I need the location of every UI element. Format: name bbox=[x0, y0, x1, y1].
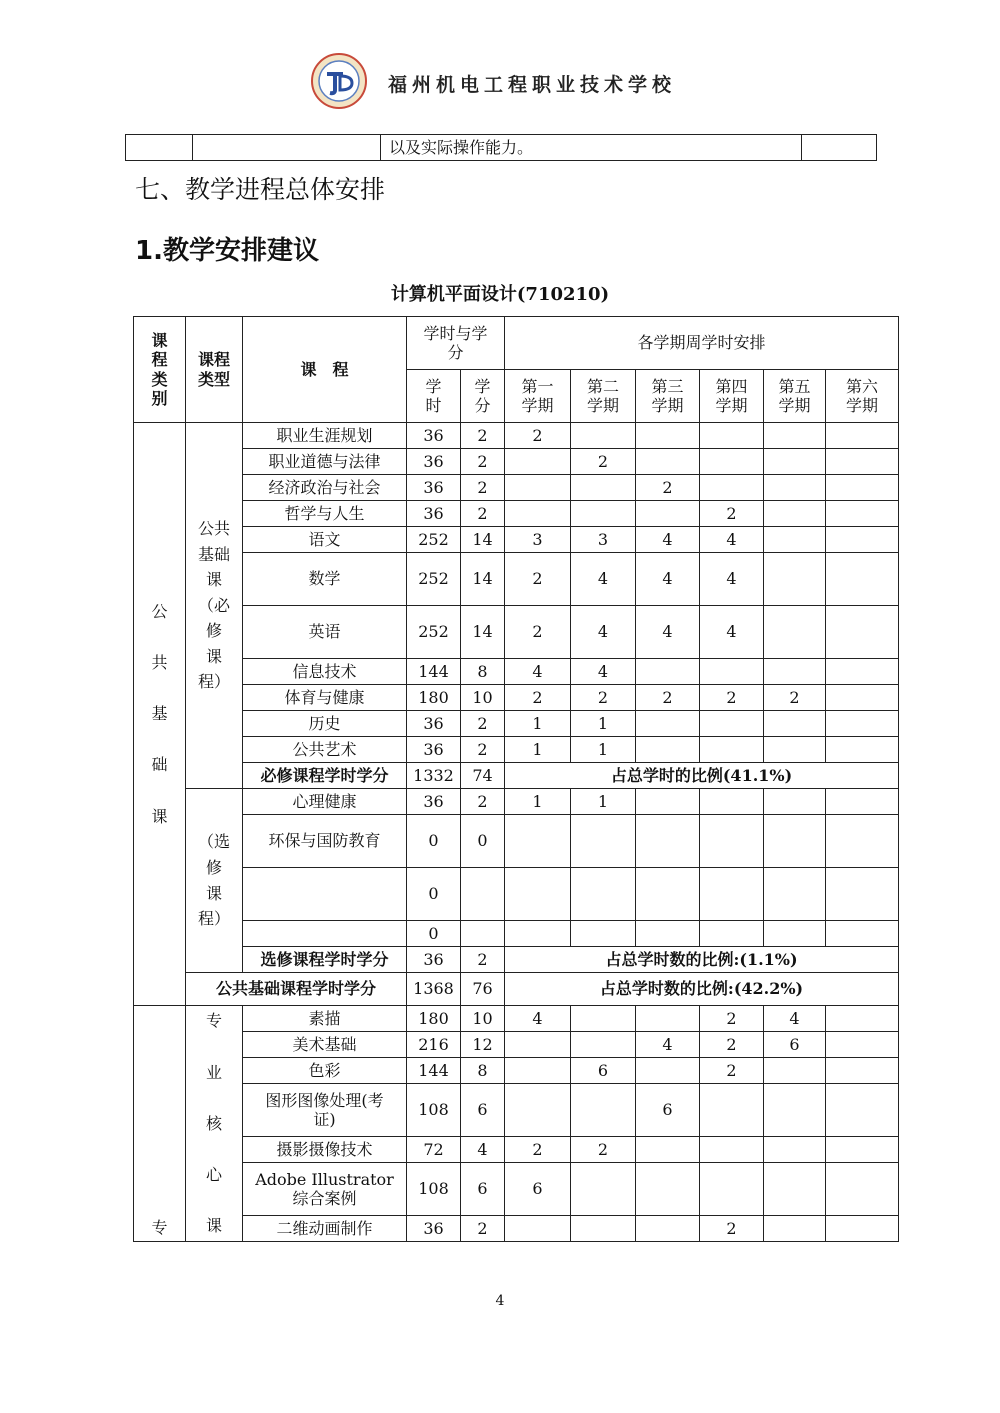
course-credits: 2 bbox=[461, 789, 505, 815]
course-credits: 14 bbox=[461, 553, 505, 606]
course-credits: 8 bbox=[461, 1058, 505, 1084]
subtotal-row bbox=[134, 947, 899, 973]
course-name: 职业道德与法律 bbox=[243, 449, 407, 475]
term-hours bbox=[764, 553, 826, 606]
course-hours: 36 bbox=[407, 475, 461, 501]
term-hours bbox=[764, 711, 826, 737]
course-hours: 252 bbox=[407, 527, 461, 553]
previous-table-continuation bbox=[125, 134, 877, 161]
term-hours bbox=[571, 1163, 636, 1216]
term-hours bbox=[571, 1032, 636, 1058]
course-row bbox=[134, 921, 899, 947]
term-hours: 2 bbox=[700, 685, 764, 711]
term-hours bbox=[636, 711, 700, 737]
course-row bbox=[134, 1058, 899, 1084]
course-hours: 36 bbox=[407, 789, 461, 815]
header-course: 课 程 bbox=[243, 317, 407, 423]
header-term-4: 第四 学期 bbox=[700, 370, 764, 423]
required-total-ratio: 占总学时的比例(41.1%) bbox=[505, 763, 899, 789]
term-hours: 4 bbox=[636, 553, 700, 606]
term-hours: 2 bbox=[571, 1137, 636, 1163]
term-hours bbox=[764, 1137, 826, 1163]
category-major: 专 bbox=[134, 1006, 186, 1242]
course-hours: 36 bbox=[407, 711, 461, 737]
term-hours: 1 bbox=[505, 711, 571, 737]
term-hours: 2 bbox=[505, 423, 571, 449]
course-hours: 180 bbox=[407, 685, 461, 711]
term-hours bbox=[764, 1216, 826, 1242]
term-hours bbox=[826, 501, 899, 527]
term-hours bbox=[505, 815, 571, 868]
term-hours bbox=[826, 606, 899, 659]
course-hours: 252 bbox=[407, 553, 461, 606]
public-total-hours: 1368 bbox=[407, 973, 461, 1006]
course-name: 历史 bbox=[243, 711, 407, 737]
term-hours: 4 bbox=[700, 553, 764, 606]
term-hours bbox=[636, 423, 700, 449]
term-hours bbox=[700, 1084, 764, 1137]
term-hours: 2 bbox=[571, 685, 636, 711]
course-credits: 10 bbox=[461, 685, 505, 711]
term-hours: 4 bbox=[764, 1006, 826, 1032]
term-hours bbox=[505, 868, 571, 921]
course-hours: 216 bbox=[407, 1032, 461, 1058]
course-hours: 36 bbox=[407, 1216, 461, 1242]
term-hours bbox=[505, 921, 571, 947]
course-hours: 0 bbox=[407, 921, 461, 947]
term-hours bbox=[571, 1006, 636, 1032]
term-hours bbox=[636, 737, 700, 763]
term-hours bbox=[636, 659, 700, 685]
course-row bbox=[134, 815, 899, 868]
course-credits: 0 bbox=[461, 815, 505, 868]
course-credits: 2 bbox=[461, 449, 505, 475]
course-row bbox=[134, 1032, 899, 1058]
term-hours: 2 bbox=[700, 1032, 764, 1058]
course-hours: 180 bbox=[407, 1006, 461, 1032]
term-hours bbox=[826, 1163, 899, 1216]
course-row bbox=[134, 553, 899, 606]
type-public-required: 公共 基础 课 （必 修 课 程） bbox=[186, 423, 243, 789]
term-hours bbox=[505, 1032, 571, 1058]
term-hours: 2 bbox=[636, 475, 700, 501]
term-hours bbox=[571, 1084, 636, 1137]
course-name: 语文 bbox=[243, 527, 407, 553]
term-hours: 4 bbox=[505, 659, 571, 685]
course-row bbox=[134, 868, 899, 921]
course-row bbox=[134, 659, 899, 685]
section-title: 七、教学进程总体安排 bbox=[135, 175, 386, 204]
term-hours bbox=[636, 1163, 700, 1216]
course-name: 体育与健康 bbox=[243, 685, 407, 711]
header-hours: 学 时 bbox=[407, 370, 461, 423]
course-name: 职业生涯规划 bbox=[243, 423, 407, 449]
required-total-label: 必修课程学时学分 bbox=[243, 763, 407, 789]
term-hours bbox=[826, 553, 899, 606]
public-total-label: 公共基础课程学时学分 bbox=[186, 973, 407, 1006]
header-term-5: 第五 学期 bbox=[764, 370, 826, 423]
term-hours bbox=[700, 789, 764, 815]
elective-total-label: 选修课程学时学分 bbox=[243, 947, 407, 973]
course-hours: 108 bbox=[407, 1084, 461, 1137]
term-hours: 1 bbox=[571, 789, 636, 815]
subtotal-row bbox=[134, 763, 899, 789]
term-hours bbox=[700, 737, 764, 763]
header-credits: 学 分 bbox=[461, 370, 505, 423]
term-hours bbox=[571, 1216, 636, 1242]
term-hours: 1 bbox=[505, 737, 571, 763]
term-hours bbox=[826, 1058, 899, 1084]
course-row bbox=[134, 1006, 899, 1032]
course-credits: 2 bbox=[461, 501, 505, 527]
term-hours: 2 bbox=[505, 685, 571, 711]
term-hours bbox=[700, 1163, 764, 1216]
term-hours bbox=[700, 711, 764, 737]
term-hours bbox=[505, 449, 571, 475]
category-public: 公 共 基 础 课 bbox=[134, 423, 186, 1006]
term-hours bbox=[636, 868, 700, 921]
page-number: 4 bbox=[495, 1293, 505, 1309]
course-name: 美术基础 bbox=[243, 1032, 407, 1058]
term-hours bbox=[826, 1216, 899, 1242]
public-total-credits: 76 bbox=[461, 973, 505, 1006]
term-hours bbox=[826, 789, 899, 815]
course-row bbox=[134, 475, 899, 501]
term-hours bbox=[826, 1006, 899, 1032]
header-term-2: 第二 学期 bbox=[571, 370, 636, 423]
elective-total-hours: 36 bbox=[407, 947, 461, 973]
course-name: 摄影摄像技术 bbox=[243, 1137, 407, 1163]
term-hours: 4 bbox=[571, 606, 636, 659]
course-hours: 0 bbox=[407, 815, 461, 868]
term-hours bbox=[826, 1032, 899, 1058]
term-hours bbox=[505, 1058, 571, 1084]
course-hours: 72 bbox=[407, 1137, 461, 1163]
course-credits: 2 bbox=[461, 711, 505, 737]
course-name: 色彩 bbox=[243, 1058, 407, 1084]
term-hours: 1 bbox=[571, 737, 636, 763]
term-hours: 1 bbox=[505, 789, 571, 815]
course-name: 英语 bbox=[243, 606, 407, 659]
course-credits: 14 bbox=[461, 527, 505, 553]
term-hours bbox=[571, 475, 636, 501]
term-hours bbox=[826, 868, 899, 921]
course-name: 环保与国防教育 bbox=[243, 815, 407, 868]
term-hours bbox=[571, 921, 636, 947]
term-hours: 4 bbox=[505, 1006, 571, 1032]
term-hours bbox=[700, 659, 764, 685]
term-hours bbox=[764, 449, 826, 475]
course-hours: 36 bbox=[407, 423, 461, 449]
term-hours bbox=[826, 423, 899, 449]
term-hours bbox=[571, 868, 636, 921]
course-row bbox=[134, 789, 899, 815]
term-hours bbox=[764, 1084, 826, 1137]
term-hours bbox=[700, 1137, 764, 1163]
course-name: 经济政治与社会 bbox=[243, 475, 407, 501]
course-credits: 10 bbox=[461, 1006, 505, 1032]
course-row bbox=[134, 711, 899, 737]
table-caption: 计算机平面设计(710210) bbox=[390, 284, 610, 305]
required-total-credits: 74 bbox=[461, 763, 505, 789]
term-hours: 4 bbox=[571, 553, 636, 606]
term-hours bbox=[571, 815, 636, 868]
course-credits: 2 bbox=[461, 475, 505, 501]
course-name bbox=[243, 868, 407, 921]
term-hours bbox=[636, 501, 700, 527]
term-hours bbox=[505, 475, 571, 501]
term-hours bbox=[826, 711, 899, 737]
course-credits: 6 bbox=[461, 1084, 505, 1137]
school-logo bbox=[310, 52, 368, 110]
type-public-elective: （选 修 课 程） bbox=[186, 789, 243, 973]
term-hours: 2 bbox=[700, 501, 764, 527]
term-hours bbox=[571, 501, 636, 527]
course-credits bbox=[461, 868, 505, 921]
term-hours bbox=[764, 659, 826, 685]
course-credits: 14 bbox=[461, 606, 505, 659]
term-hours bbox=[700, 449, 764, 475]
term-hours bbox=[826, 659, 899, 685]
term-hours bbox=[826, 527, 899, 553]
course-row bbox=[134, 685, 899, 711]
term-hours bbox=[636, 1216, 700, 1242]
course-credits: 2 bbox=[461, 1216, 505, 1242]
term-hours: 6 bbox=[636, 1084, 700, 1137]
term-hours bbox=[764, 1163, 826, 1216]
term-hours: 2 bbox=[700, 1216, 764, 1242]
term-hours bbox=[505, 501, 571, 527]
term-hours: 2 bbox=[700, 1058, 764, 1084]
term-hours bbox=[700, 423, 764, 449]
term-hours bbox=[505, 1084, 571, 1137]
header-term-1: 第一 学期 bbox=[505, 370, 571, 423]
term-hours bbox=[826, 921, 899, 947]
term-hours bbox=[764, 868, 826, 921]
header-hours-credits: 学时与学 分 bbox=[407, 317, 505, 370]
term-hours: 2 bbox=[505, 553, 571, 606]
course-row bbox=[134, 1137, 899, 1163]
term-hours: 6 bbox=[571, 1058, 636, 1084]
term-hours: 2 bbox=[505, 606, 571, 659]
course-hours: 36 bbox=[407, 449, 461, 475]
term-hours bbox=[826, 475, 899, 501]
term-hours: 6 bbox=[764, 1032, 826, 1058]
course-credits: 2 bbox=[461, 737, 505, 763]
course-hours: 36 bbox=[407, 501, 461, 527]
term-hours: 2 bbox=[505, 1137, 571, 1163]
term-hours bbox=[636, 789, 700, 815]
term-hours: 3 bbox=[571, 527, 636, 553]
teaching-schedule-table bbox=[133, 316, 899, 1242]
course-name bbox=[243, 921, 407, 947]
header-row bbox=[134, 317, 899, 370]
term-hours bbox=[505, 1216, 571, 1242]
course-row bbox=[134, 606, 899, 659]
course-hours: 144 bbox=[407, 659, 461, 685]
term-hours: 2 bbox=[571, 449, 636, 475]
course-name: 心理健康 bbox=[243, 789, 407, 815]
course-row bbox=[134, 1163, 899, 1216]
course-row bbox=[134, 423, 899, 449]
header-schedule: 各学期周学时安排 bbox=[505, 317, 899, 370]
term-hours bbox=[700, 868, 764, 921]
elective-total-credits: 2 bbox=[461, 947, 505, 973]
term-hours: 4 bbox=[636, 527, 700, 553]
term-hours bbox=[636, 921, 700, 947]
course-hours: 36 bbox=[407, 737, 461, 763]
course-hours: 0 bbox=[407, 868, 461, 921]
term-hours bbox=[764, 423, 826, 449]
term-hours: 2 bbox=[700, 1006, 764, 1032]
course-name: Adobe Illustrator 综合案例 bbox=[243, 1163, 407, 1216]
course-name: 哲学与人生 bbox=[243, 501, 407, 527]
course-row bbox=[134, 449, 899, 475]
term-hours bbox=[571, 423, 636, 449]
course-hours: 108 bbox=[407, 1163, 461, 1216]
term-hours bbox=[700, 921, 764, 947]
term-hours: 4 bbox=[700, 606, 764, 659]
header-term-3: 第三 学期 bbox=[636, 370, 700, 423]
header-type: 课程 类型 bbox=[186, 317, 243, 423]
term-hours: 1 bbox=[571, 711, 636, 737]
continuation-text: 以及实际操作能力。 bbox=[381, 135, 802, 161]
term-hours bbox=[826, 449, 899, 475]
course-row bbox=[134, 737, 899, 763]
term-hours bbox=[636, 1006, 700, 1032]
term-hours bbox=[764, 475, 826, 501]
term-hours bbox=[764, 815, 826, 868]
term-hours: 4 bbox=[700, 527, 764, 553]
course-credits: 8 bbox=[461, 659, 505, 685]
term-hours: 3 bbox=[505, 527, 571, 553]
total-row bbox=[134, 973, 899, 1006]
term-hours bbox=[636, 1058, 700, 1084]
term-hours: 6 bbox=[505, 1163, 571, 1216]
course-name: 图形图像处理(考 证) bbox=[243, 1084, 407, 1137]
page-header bbox=[0, 48, 1000, 118]
course-credits: 4 bbox=[461, 1137, 505, 1163]
term-hours bbox=[700, 815, 764, 868]
term-hours: 4 bbox=[571, 659, 636, 685]
header-term-6: 第六 学期 bbox=[826, 370, 899, 423]
term-hours bbox=[636, 1137, 700, 1163]
required-total-hours: 1332 bbox=[407, 763, 461, 789]
term-hours bbox=[764, 1058, 826, 1084]
course-name: 二维动画制作 bbox=[243, 1216, 407, 1242]
course-row bbox=[134, 527, 899, 553]
elective-total-ratio: 占总学时数的比例:(1.1%) bbox=[505, 947, 899, 973]
term-hours: 4 bbox=[636, 1032, 700, 1058]
term-hours: 4 bbox=[636, 606, 700, 659]
course-credits: 2 bbox=[461, 423, 505, 449]
course-row bbox=[134, 501, 899, 527]
term-hours bbox=[700, 475, 764, 501]
type-major-core: 专 业 核 心 课 bbox=[186, 1006, 243, 1242]
term-hours bbox=[764, 501, 826, 527]
term-hours: 2 bbox=[764, 685, 826, 711]
term-hours bbox=[636, 815, 700, 868]
term-hours bbox=[826, 1137, 899, 1163]
course-name: 素描 bbox=[243, 1006, 407, 1032]
term-hours bbox=[764, 527, 826, 553]
course-hours: 144 bbox=[407, 1058, 461, 1084]
term-hours bbox=[764, 921, 826, 947]
course-hours: 252 bbox=[407, 606, 461, 659]
course-credits: 6 bbox=[461, 1163, 505, 1216]
public-total-ratio: 占总学时数的比例:(42.2%) bbox=[505, 973, 899, 1006]
term-hours bbox=[764, 789, 826, 815]
course-row bbox=[134, 1084, 899, 1137]
term-hours bbox=[826, 737, 899, 763]
subsection-title: 1.教学安排建议 bbox=[135, 236, 319, 266]
term-hours bbox=[826, 685, 899, 711]
course-name: 数学 bbox=[243, 553, 407, 606]
course-name: 信息技术 bbox=[243, 659, 407, 685]
course-row bbox=[134, 1216, 899, 1242]
term-hours: 2 bbox=[636, 685, 700, 711]
term-hours bbox=[826, 815, 899, 868]
course-credits bbox=[461, 921, 505, 947]
term-hours bbox=[636, 449, 700, 475]
school-name: 福州机电工程职业技术学校 bbox=[388, 74, 677, 96]
term-hours bbox=[764, 606, 826, 659]
term-hours bbox=[764, 737, 826, 763]
course-credits: 12 bbox=[461, 1032, 505, 1058]
header-category: 课 程 类 别 bbox=[134, 317, 186, 423]
term-hours bbox=[826, 1084, 899, 1137]
course-name: 公共艺术 bbox=[243, 737, 407, 763]
